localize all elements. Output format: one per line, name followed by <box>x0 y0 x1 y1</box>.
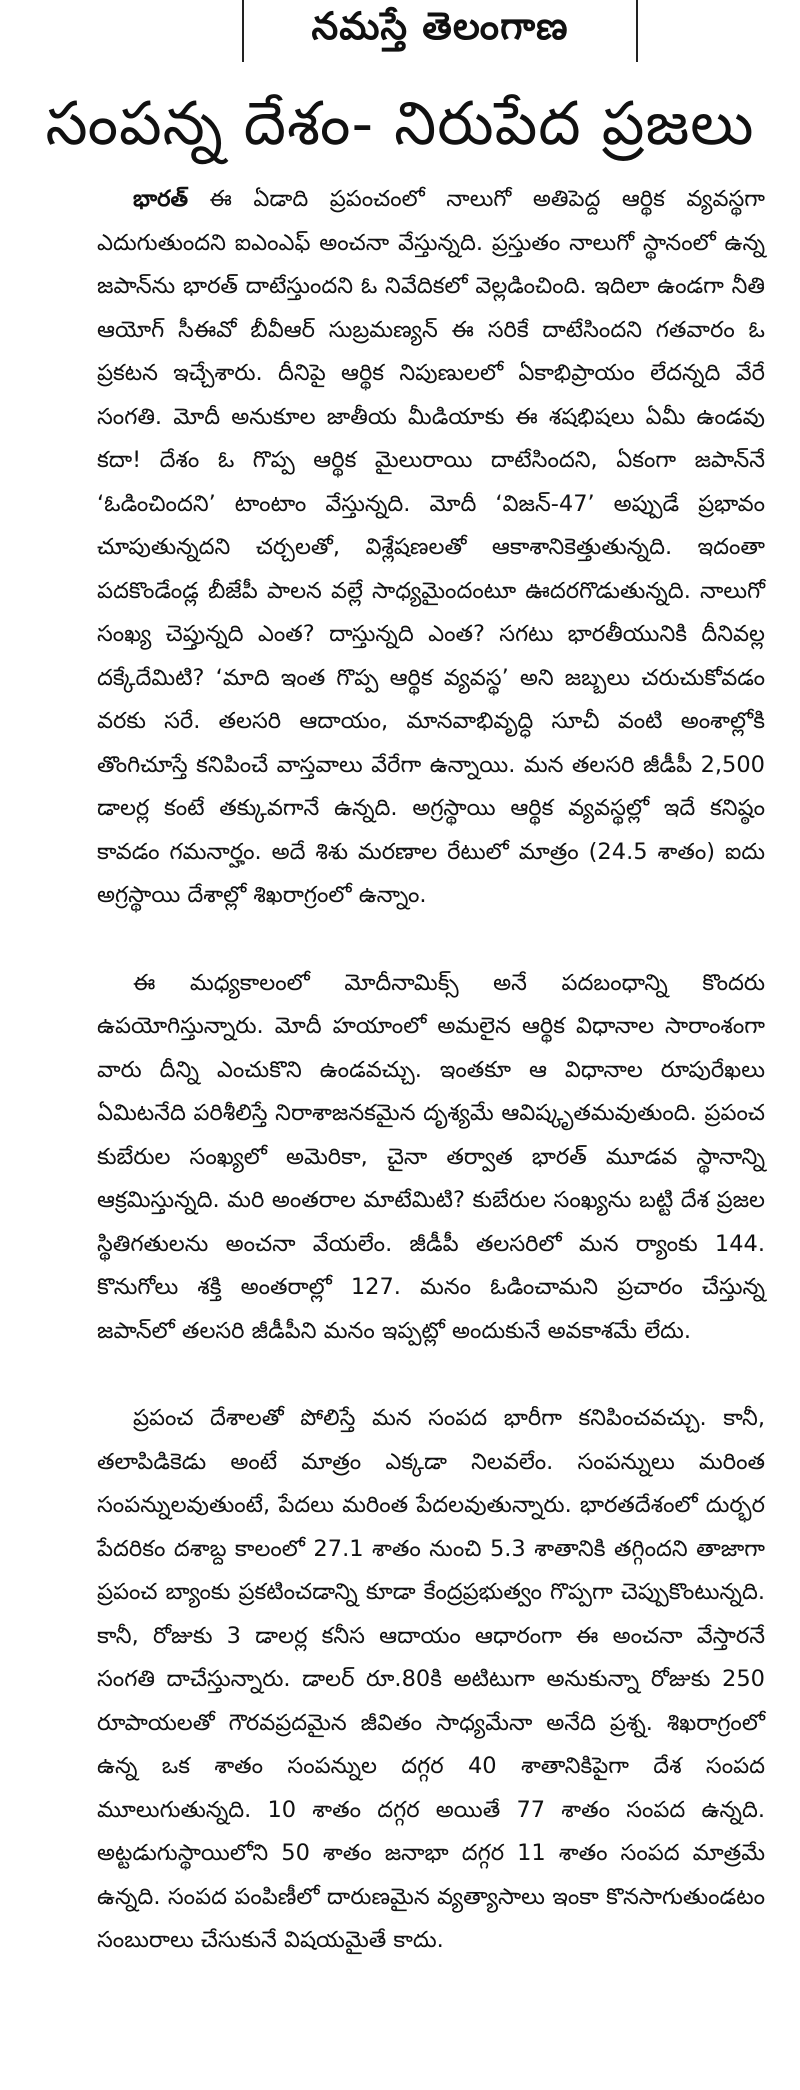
lead-word: భారత్ <box>133 186 188 212</box>
paragraph-2: ఈ మధ్యకాలంలో మోదీనామిక్స్ అనే పదబంధాన్ని కొందరు ఉపయోగిస్తున్నారు. మోదీ హయాంలో అమలైన ఆర్థిక విధానాల సారాంశంగా వారు దీన్ని ఎంచుకొని ఉండవచ్చు. ఇంతకూ ఆ విధానాల రూపురేఖలు ఏమిటనేది పరిశీలిస్తే నిరాశాజనకమైన దృశ్యమే ఆవిష్కృతమవుతుంది. ప్రపంచ కుబేరుల సంఖ్యలో అమెరికా, చైనా తర్వాత భారత్ మూడవ స్థానాన్ని ఆక్రమిస్తున్నది. మరి అంతరాల మాటేమిటి? కుబేరుల సంఖ్యను బట్టి దేశ ప్రజల స్థితిగతులను అంచనా వేయలేం. జీడీపీ తలసరిలో మన ర్యాంకు 144. కొనుగోలు శక్తి అంతరాల్లో 127. మనం ఓడించామని ప్రచారం చేస్తున్న జపాన్‌లో తలసరి జీడీపీని మనం ఇప్పట్లో అందుకునే అవకాశమే లేదు. <box>97 969 765 1344</box>
masthead <box>242 0 638 62</box>
paragraph-3: ప్రపంచ దేశాలతో పోలిస్తే మన సంపద భారీగా కనిపించవచ్చు. కానీ, తలాపిడికెడు అంటే మాత్రం ఎక్కడా నిలవలేం. సంపన్నులు మరింత సంపన్నులవుతుంటే, పేదలు మరింత పేదలవుతున్నారు. భారతదేశంలో దుర్భర పేదరికం దశాబ్ద కాలంలో 27.1 శాతం నుంచి 5.3 శాతానికి తగ్గిందని తాజాగా ప్రపంచ బ్యాంకు ప్రకటించడాన్ని కూడా కేంద్రప్రభుత్వం గొప్పగా చెప్పుకొంటున్నది. కానీ, రోజుకు 3 డాలర్ల కనీస ఆదాయం ఆధారంగా ఈ అంచనా వేస్తారనే సంగతి దాచేస్తున్నారు. డాలర్ రూ.80కి అటిటుగా అనుకున్నా రోజుకు 250 రూపాయలతో గౌరవప్రదమైన జీవితం సాధ్యమేనా అనేది ప్రశ్న. శిఖరాగ్రంలో ఉన్న ఒక శాతం సంపన్నుల దగ్గర 40 శాతానికిపైగా దేశ సంపద మూలుగుతున్నది. 10 శాతం దగ్గర అయితే 77 శాతం సంపద ఉన్నది. అట్టడుగుస్థాయిలోని 50 శాతం జనాభా దగ్గర 11 శాతం సంపద మాత్రమే ఉన్నది. సంపద పంపిణీలో దారుణమైన వ్యత్యాసాలు ఇంకా కొనసాగుతుండటం సంబురాలు చేసుకునే విషయమైతే కాదు. <box>97 1405 765 1953</box>
article-body <box>97 178 765 2007</box>
masthead-title: నమస్తే తెలంగాణ <box>311 4 569 48</box>
headline: సంపన్న దేశం- నిరుపేద ప్రజలు <box>45 89 755 159</box>
paragraph-1-text: ఈ ఏడాది ప్రపంచంలో నాలుగో అతిపెద్ద ఆర్థిక వ్యవస్థగా ఎదుగుతుందని ఐఎంఎఫ్ అంచనా వేస్తున్నది. ప్రస్తుతం నాలుగో స్థానంలో ఉన్న జపాన్‌ను భారత్ దాటేస్తుందని ఓ నివేదికలో వెల్లడించింది. ఇదిలా ఉండగా నీతి ఆయోగ్ సీఈవో బీవీఆర్ సుబ్రమణ్యన్ ఈ సరికే దాటేసిందని గతవారం ఓ ప్రకటన ఇచ్చేశారు. దీనిపై ఆర్థిక నిపుణులలో ఏకాభిప్రాయం లేదన్నది వేరే సంగతి. మోదీ అనుకూల జాతీయ మీడియాకు ఈ శషభిషలు ఏమీ ఉండవు కదా! దేశం ఓ గొప్ప ఆర్థిక మైలురాయి దాటేసిందని, ఏకంగా జపాన్‌నే ‘ఓడించిందని’ టాంటాం వేస్తున్నది. మోదీ ‘విజన్-47’ అప్పుడే ప్రభావం చూపుతున్నదని చర్చలతో, విశ్లేషణలతో ఆకాశానికెత్తుతున్నది. ఇదంతా పదకొండేండ్ల బీజేపీ పాలన వల్లే సాధ్యమైందంటూ ఊదరగొడుతున్నది. నాలుగో సంఖ్య చెప్తున్నది ఎంత? దాస్తున్నది ఎంత? సగటు భారతీయునికి దీనివల్ల దక్కేదేమిటి? ‘మాది ఇంత గొప్ప ఆర్థిక వ్యవస్థ’ అని జబ్బలు చరుచుకోవడం వరకు సరే. తలసరి ఆదాయం, మానవాభివృద్ధి సూచీ వంటి అంశాల్లోకి తొంగిచూస్తే కనిపించే వాస్తవాలు వేరేగా ఉన్నాయి. మన తలసరి జీడీపీ 2,500 డాలర్ల కంటే తక్కువగానే ఉన్నది. అగ్రస్థాయి ఆర్థిక వ్యవస్థల్లో ఇదే కనిష్ఠం కావడం గమనార్హం. అదే శిశు మరణాల రేటులో మాత్రం (24.5 శాతం) ఐదు అగ్రస్థాయి దేశాల్లో శిఖరాగ్రంలో ఉన్నాం. <box>97 186 765 908</box>
paragraph-1 <box>97 178 765 918</box>
